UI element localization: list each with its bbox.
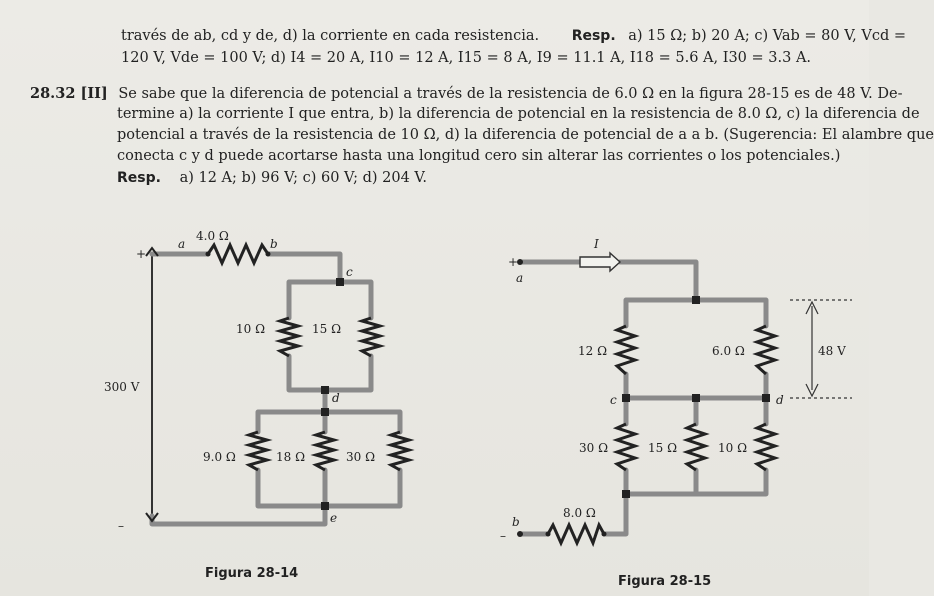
resp-answers: a) 12 A; b) 96 V; c) 60 V; d) 204 V.	[179, 170, 427, 186]
prev-line1-text: través de ab, cd y de, d) la corriente en cada resistencia.	[121, 28, 540, 44]
resistor-10ohm-b	[757, 424, 775, 470]
fig15-label-plus: +	[508, 255, 519, 269]
fig15-label-c: c	[610, 393, 617, 407]
fig15-label-r8: 8.0 Ω	[563, 506, 596, 520]
resp-label: Resp.	[117, 170, 161, 186]
problem-number: 28.32 [II]	[30, 85, 108, 102]
fig15-label-minus: –	[500, 529, 506, 543]
fig15-label-I: I	[594, 237, 599, 251]
fig15-label-r6: 6.0 Ω	[712, 344, 745, 358]
prev-problem-line2: 120 V, Vde = 100 V; d) I4 = 20 A, I10 = 12 A, I15 = 8 A, I9 = 11.1 A, I18 = 5.6 A, I30 = 3.3 A.	[121, 50, 812, 66]
fig14-label-r18: 18 Ω	[276, 450, 306, 464]
fig15-label-48v: 48 V	[818, 344, 846, 358]
fig14-label-a: a	[178, 237, 186, 251]
fig14-label-r15: 15 Ω	[312, 322, 342, 336]
fig14-label-r4: 4.0 Ω	[196, 229, 229, 243]
fig15-label-r15: 15 Ω	[648, 441, 678, 455]
fig14-label-r30: 30 Ω	[346, 450, 376, 464]
figure-28-14-caption: Figura 28-14	[205, 566, 299, 581]
fig15-label-r10: 10 Ω	[718, 441, 748, 455]
resistor-15ohm-b	[687, 424, 705, 470]
prev-resp-answers: a) 15 Ω; b) 20 A; c) Vab = 80 V, Vcd =	[628, 28, 906, 44]
fig15-label-r30: 30 Ω	[579, 441, 609, 455]
fig14-label-d: d	[332, 391, 340, 405]
problem-text-1: Se sabe que la diferencia de potencial a través de la resistencia de 6.0 Ω en la figura 28-15 es de 48 V. De-	[118, 86, 903, 102]
problem-line4: conecta c y d puede acortarse hasta una longitud cero sin alterar las corrientes o los potenciales.)	[117, 148, 841, 164]
resistor-8ohm	[548, 525, 604, 543]
problem-line3: potencial a través de la resistencia de 10 Ω, d) la diferencia de potencial de a a b. (Sugerencia: El alambre que	[117, 127, 934, 143]
resistor-30ohm-b	[617, 424, 635, 470]
fig14-label-minus: –	[118, 519, 124, 533]
prev-resp-label: Resp.	[571, 28, 616, 44]
fig14-label-r9: 9.0 Ω	[203, 450, 236, 464]
fig14-label-e: e	[330, 511, 338, 525]
fig15-label-a: a	[516, 271, 524, 285]
figure-28-15-caption: Figura 28-15	[618, 574, 712, 589]
fig15-label-d: d	[776, 393, 784, 407]
fig14-label-300v: 300 V	[104, 380, 140, 394]
fig14-label-r10: 10 Ω	[236, 322, 266, 336]
fig14-label-b: b	[270, 237, 278, 251]
fig15-label-r12: 12 Ω	[578, 344, 608, 358]
problem-line2: termine a) la corriente I que entra, b) la diferencia de potencial en la resistencia de 8.0 Ω, c) la diferencia de	[117, 106, 920, 122]
fig14-label-c: c	[346, 265, 353, 279]
fig15-label-b: b	[512, 515, 520, 529]
resistor-12ohm	[617, 326, 635, 374]
fig14-label-plus: +	[136, 247, 147, 261]
resistor-6ohm	[757, 326, 775, 374]
